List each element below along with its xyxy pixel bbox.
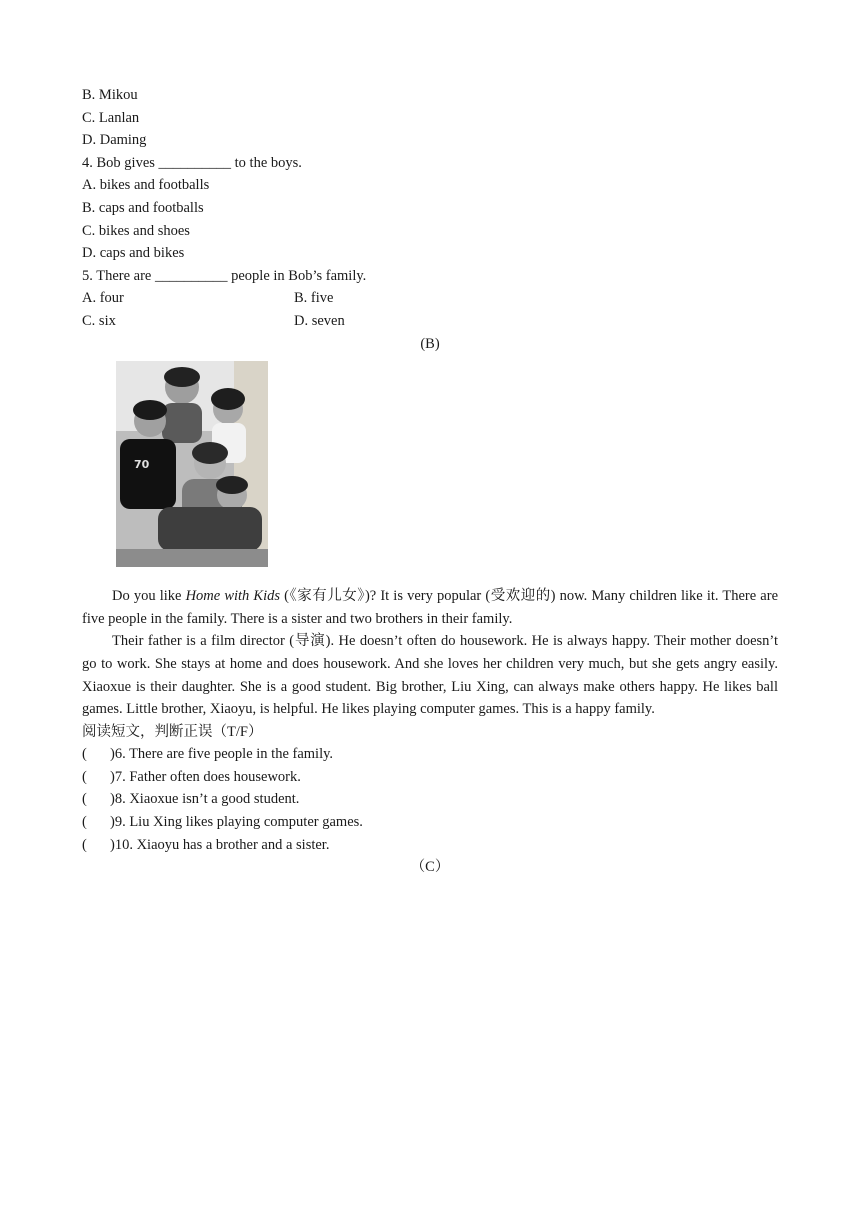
family-photo <box>116 361 268 567</box>
q4-stem: 4. Bob gives __________ to the boys. <box>82 154 302 171</box>
q5-option-b: B. five <box>294 290 334 307</box>
q5-stem: 5. There are __________ people in Bob’s family. <box>82 267 367 284</box>
answer-blank[interactable]: ( <box>82 768 87 785</box>
tf-statement <box>82 743 778 766</box>
answer-blank[interactable]: ( <box>82 814 87 831</box>
statement-text: )8. Xiaoxue isn’t a good student. <box>110 791 300 808</box>
q4-option-b: B. caps and footballs <box>82 199 204 216</box>
q4-option-c: C. bikes and shoes <box>82 222 190 239</box>
q3-option-d: D. Daming <box>82 132 147 149</box>
tf-statement <box>82 834 778 857</box>
tf-statement <box>82 788 778 811</box>
tf-instruction: 阅读短文，判断正误（T/F） <box>82 723 263 740</box>
q4-option-d: D. caps and bikes <box>82 245 185 262</box>
photo-block <box>82 355 778 581</box>
statement-text: )6. There are five people in the family. <box>110 746 334 763</box>
q5-option-d: D. seven <box>294 312 345 329</box>
q3-option-b: B. Mikou <box>82 87 138 103</box>
q4-option-a: A. bikes and footballs <box>82 177 210 194</box>
section-b-heading: (B) <box>420 335 440 352</box>
show-title: Home with Kids <box>185 588 281 605</box>
statement-text: )10. Xiaoyu has a brother and a sister. <box>110 836 330 853</box>
tf-statement <box>82 811 778 834</box>
passage-paragraph-2: Their father is a film director (导演). He doesn’t often do housework. He is always happy. Their mother doesn’t go to work. She stays at home and does housework. And she loves her children very much, but she gets angry easily. Xiaoxue is their daughter. She is a good student. Big brother, Liu Xing, can always make others happy. He likes ball games. Little brother, Xiaoyu, is helpful. He likes playing computer games. This is a happy family. <box>82 633 778 718</box>
q5-option-a: A. four <box>82 290 124 307</box>
answer-blank[interactable]: ( <box>82 746 87 763</box>
q5-option-c: C. six <box>82 312 116 329</box>
family-photo-drawing <box>116 361 268 567</box>
worksheet-page <box>82 84 778 879</box>
svg-text:70: 70 <box>134 458 150 472</box>
statement-text: )7. Father often does housework. <box>110 768 301 785</box>
q5-options-row-1 <box>82 287 778 310</box>
answer-blank[interactable]: ( <box>82 836 87 853</box>
section-c-heading: （C） <box>410 859 450 876</box>
q3-option-c: C. Lanlan <box>82 109 140 126</box>
statement-text: )9. Liu Xing likes playing computer games. <box>110 814 363 831</box>
q5-options-row-2 <box>82 310 778 333</box>
tf-statement <box>82 766 778 789</box>
answer-blank[interactable]: ( <box>82 791 87 808</box>
passage-paragraph-1: Do you like Home with Kids (《家有儿女》)? It is very popular (受欢迎的) now. Many children like it. There are five people in the family. There is a sister and two brothers in their family. <box>82 588 779 627</box>
